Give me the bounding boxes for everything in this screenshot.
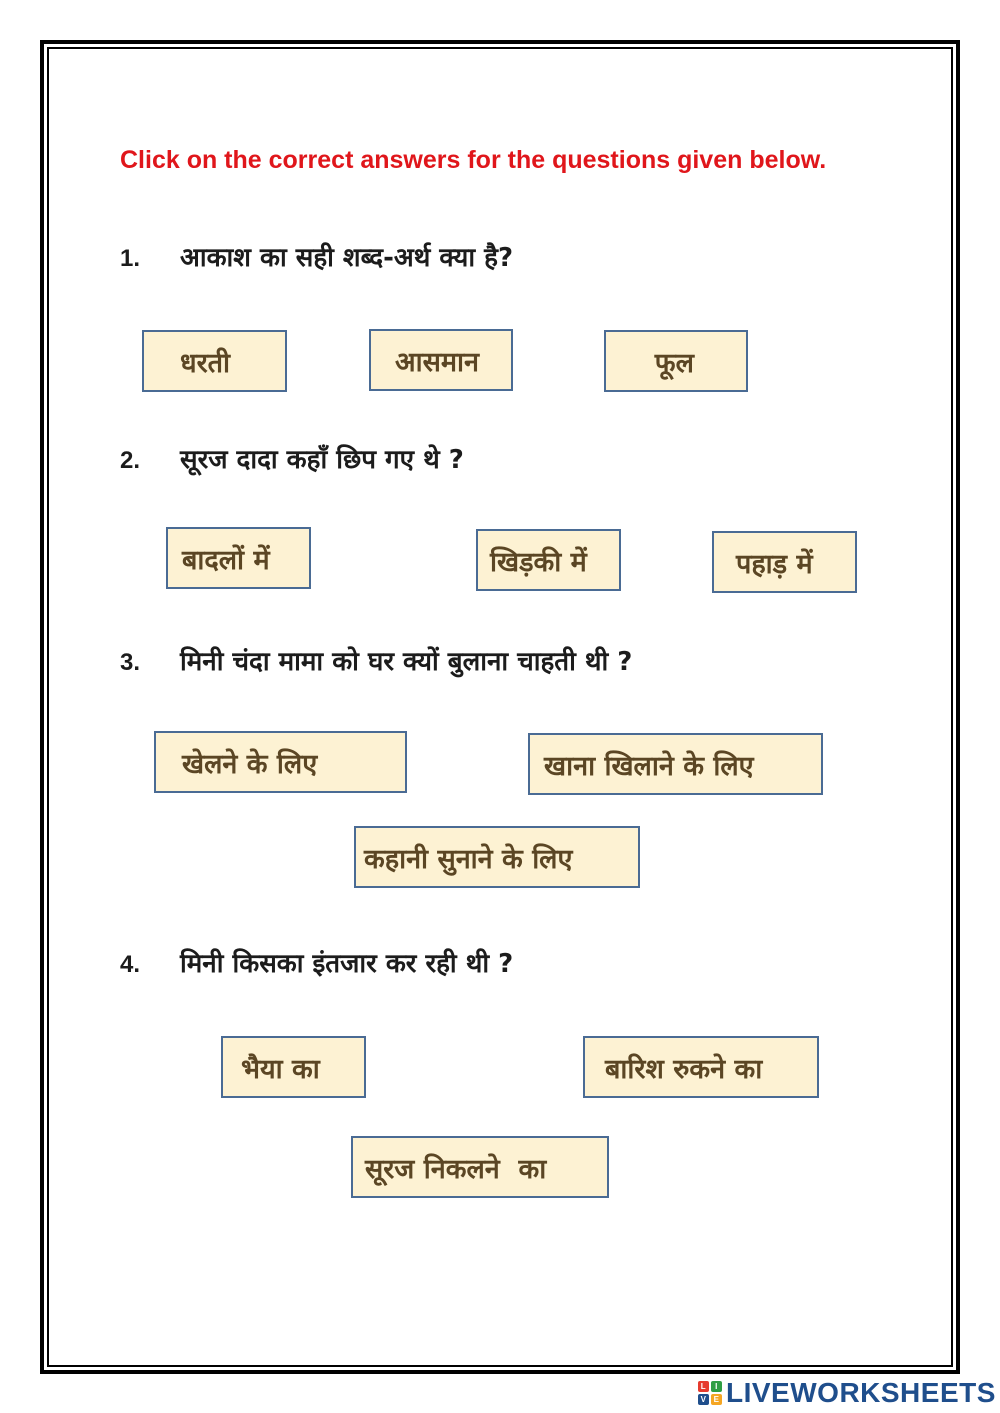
answer-option[interactable]: बादलों में <box>166 527 311 589</box>
question-3 <box>120 642 632 678</box>
answer-option[interactable]: खिड़की में <box>476 529 621 591</box>
question-text: सूरज दादा कहाँ छिप गए थे ? <box>180 445 464 475</box>
question-text: आकाश का सही शब्द-अर्थ क्या है? <box>180 243 514 273</box>
answer-option[interactable]: कहानी सुनाने के लिए <box>354 826 640 888</box>
logo-tile: V <box>698 1394 709 1405</box>
answer-option[interactable]: भैया का <box>221 1036 366 1098</box>
answer-option[interactable]: पहाड़ में <box>712 531 857 593</box>
logo-tile: L <box>698 1381 709 1392</box>
answer-option[interactable]: धरती <box>142 330 287 392</box>
logo-tile: E <box>711 1394 722 1405</box>
question-2 <box>120 440 464 476</box>
question-1 <box>120 238 513 274</box>
answer-option[interactable]: खाना खिलाने के लिए <box>528 733 823 795</box>
question-number: 3. <box>120 649 141 676</box>
brand-name: LIVEWORKSHEETS <box>726 1377 996 1408</box>
logo-tile: I <box>711 1381 722 1392</box>
question-text: मिनी किसका इंतजार कर रही थी ? <box>180 949 514 979</box>
question-number: 4. <box>120 951 141 978</box>
question-text: मिनी चंदा मामा को घर क्यों बुलाना चाहती थी ? <box>180 647 633 677</box>
liveworksheets-icon <box>698 1381 722 1405</box>
question-4 <box>120 944 513 980</box>
question-number: 2. <box>120 447 141 474</box>
answer-option[interactable]: फूल <box>604 330 748 392</box>
question-number: 1. <box>120 245 141 272</box>
liveworksheets-logo <box>698 1378 996 1408</box>
answer-option[interactable]: बारिश रुकने का <box>583 1036 819 1098</box>
answer-option[interactable]: खेलने के लिए <box>154 731 407 793</box>
answer-option[interactable]: सूरज निकलने का <box>351 1136 609 1198</box>
answer-option[interactable]: आसमान <box>369 329 513 391</box>
instruction-text: Click on the correct answers for the questions given below. <box>120 146 827 174</box>
